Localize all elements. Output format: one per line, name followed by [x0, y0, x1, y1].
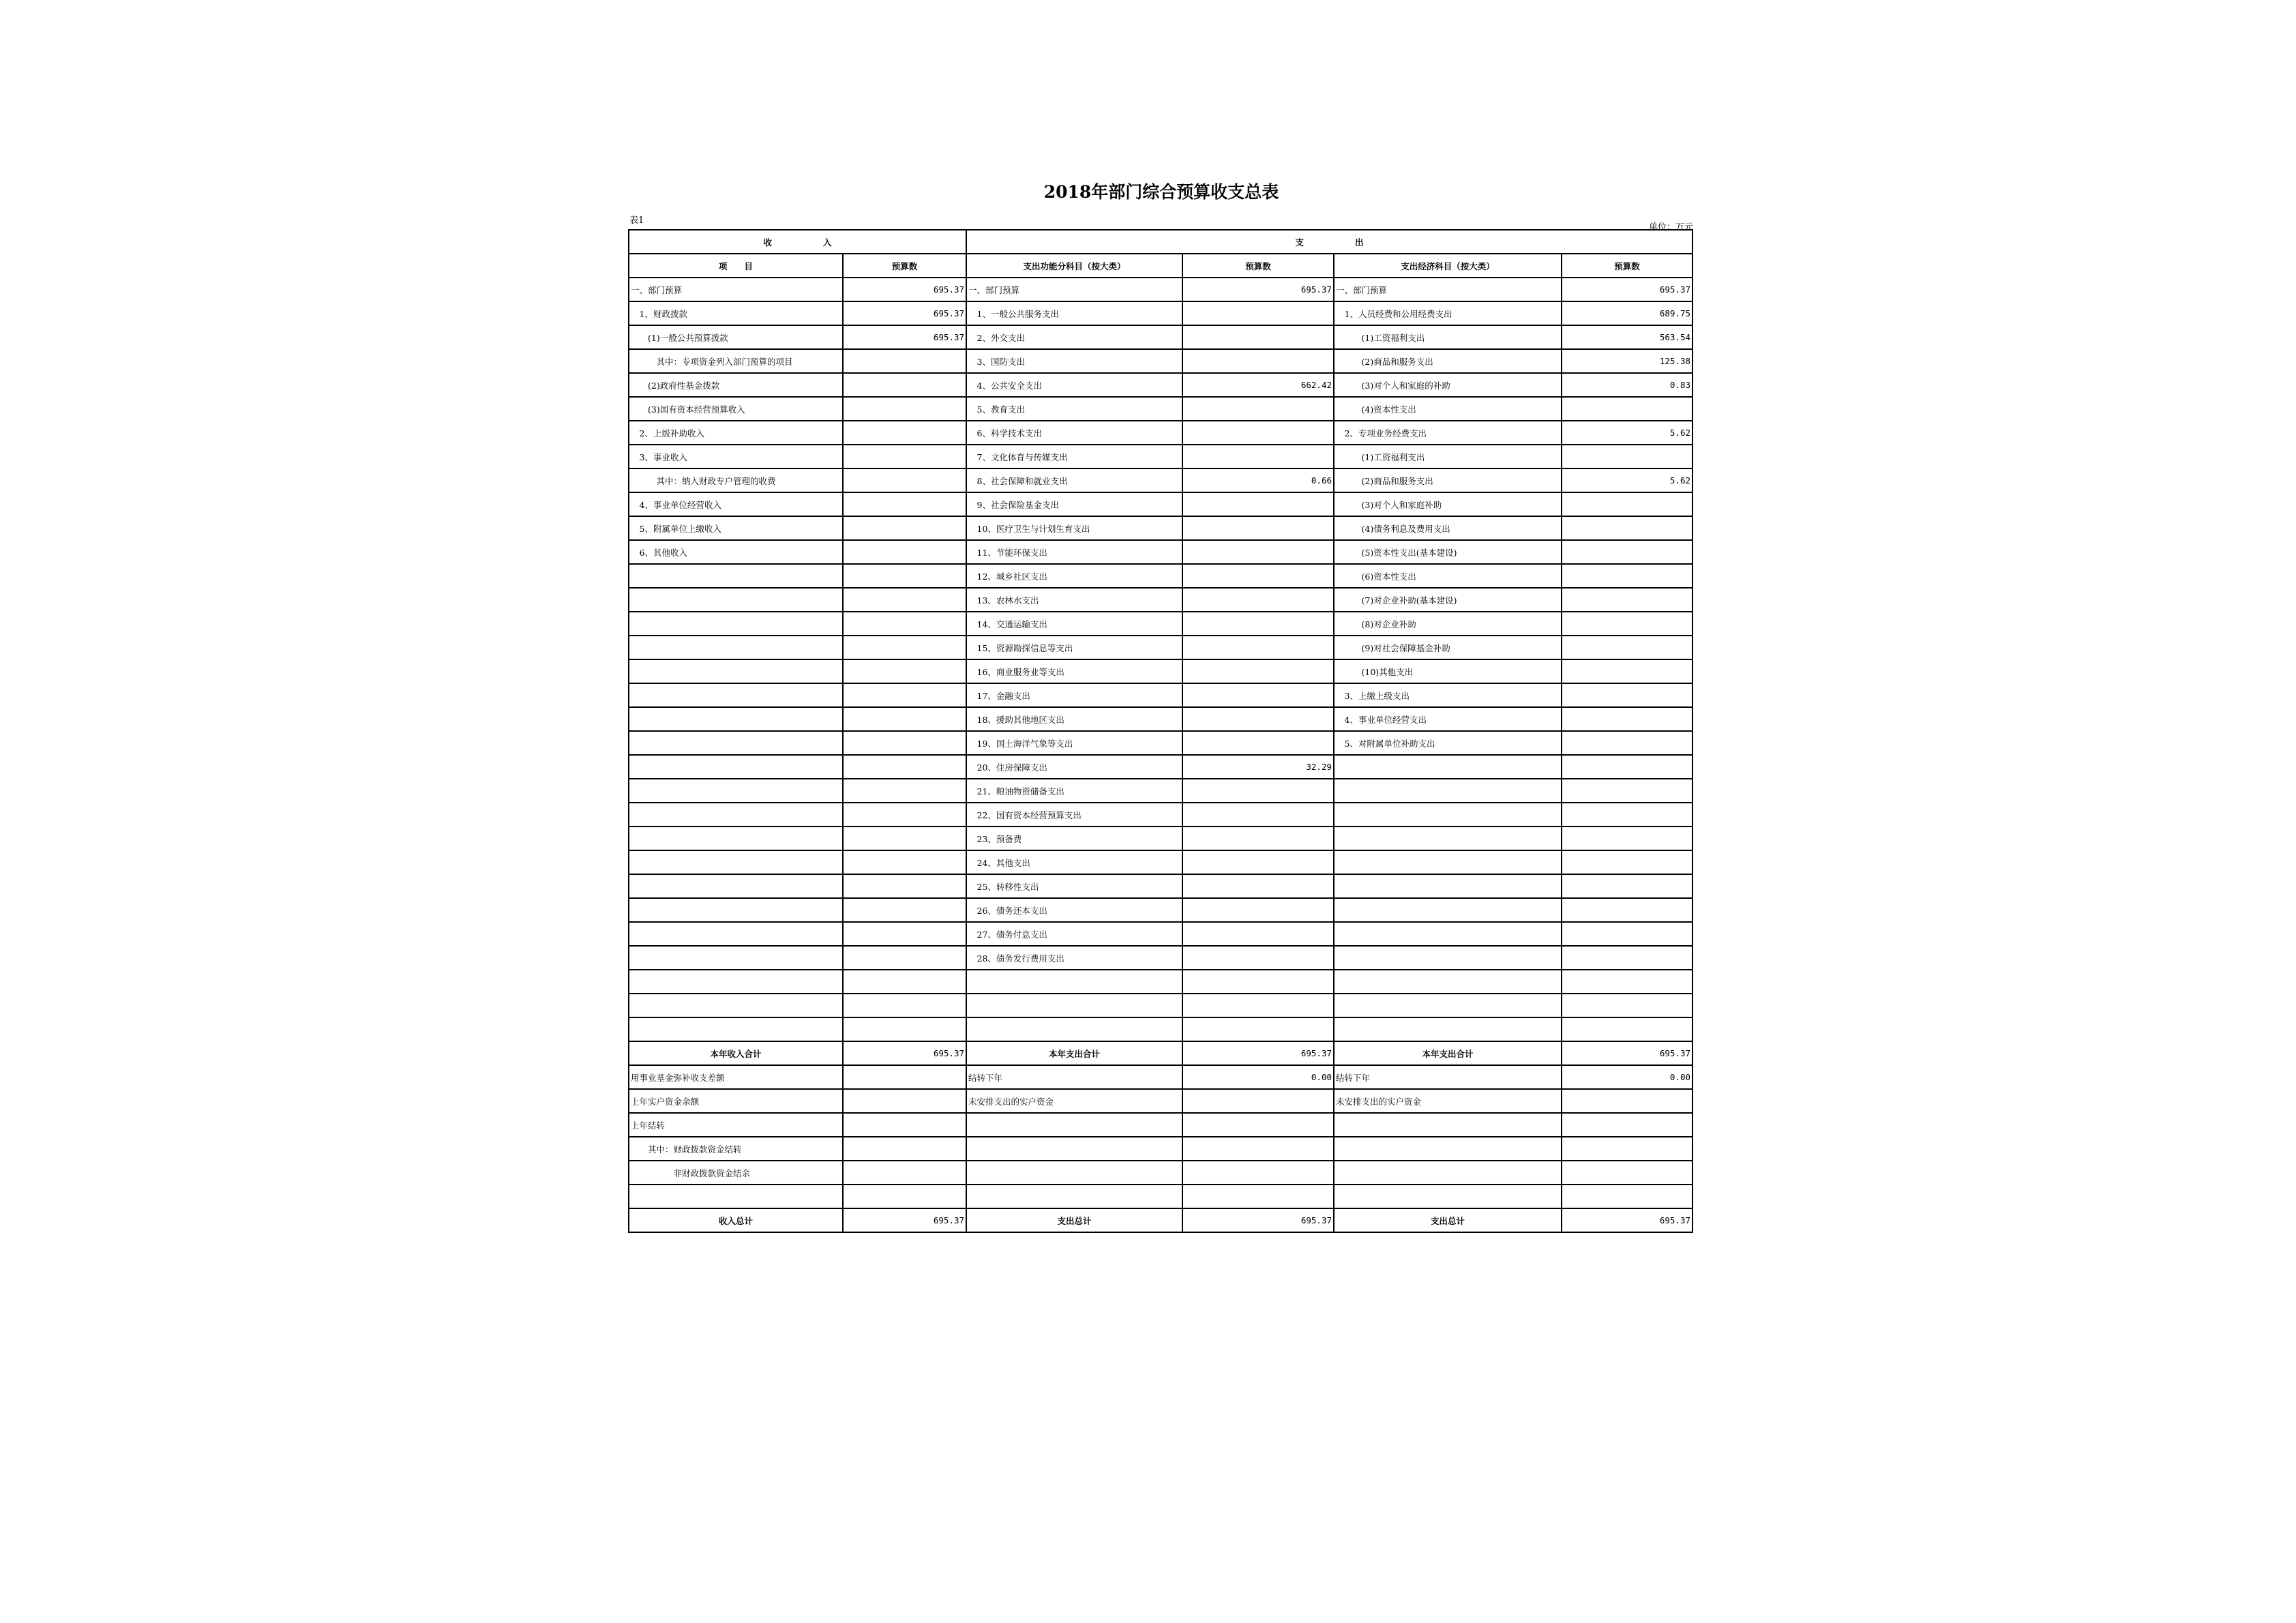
func-budget-cell — [1182, 994, 1334, 1017]
func-budget-cell: 0.00 — [1182, 1065, 1334, 1089]
econ-budget-cell: 125.38 — [1562, 349, 1693, 373]
income-budget-cell — [843, 564, 966, 588]
income-item-cell — [629, 922, 843, 946]
func-subject-cell: 8、社会保障和就业支出 — [966, 468, 1182, 492]
func-budget-cell — [1182, 683, 1334, 707]
econ-subject-cell: 1、人员经费和公用经费支出 — [1334, 301, 1562, 325]
econ-budget-cell: 5.62 — [1562, 421, 1693, 445]
econ-budget-cell — [1562, 922, 1693, 946]
table-row — [629, 707, 1693, 731]
income-budget-cell — [843, 1137, 966, 1161]
econ-subject-cell — [1334, 898, 1562, 922]
func-subject-cell — [966, 1017, 1182, 1041]
income-budget-cell — [843, 850, 966, 874]
func-subject-cell: 5、教育支出 — [966, 397, 1182, 421]
table-row — [629, 803, 1693, 827]
econ-budget-cell — [1562, 755, 1693, 779]
income-budget-cell — [843, 1113, 966, 1137]
income-item-total: 收入总计 — [629, 1208, 843, 1232]
econ-budget-cell: 0.00 — [1562, 1065, 1693, 1089]
income-item-cell: 5、附属单位上缴收入 — [629, 516, 843, 540]
func-subject-cell — [966, 1161, 1182, 1185]
table-row — [629, 1137, 1693, 1161]
table-row — [629, 779, 1693, 803]
func-subject-cell: 25、转移性支出 — [966, 874, 1182, 898]
econ-subject-total: 支出总计 — [1334, 1208, 1562, 1232]
income-item-cell — [629, 707, 843, 731]
econ-budget-cell: 0.83 — [1562, 373, 1693, 397]
income-item-cell — [629, 1017, 843, 1041]
econ-subject-cell: 未安排支出的实户资金 — [1334, 1089, 1562, 1113]
econ-budget-cell — [1562, 397, 1693, 421]
func-budget-cell: 32.29 — [1182, 755, 1334, 779]
income-budget-cell — [843, 946, 966, 970]
income-budget-cell: 695.37 — [843, 325, 966, 349]
func-subject-cell: 19、国土海洋气象等支出 — [966, 731, 1182, 755]
econ-budget-cell — [1562, 516, 1693, 540]
income-budget-cell — [843, 516, 966, 540]
func-budget-cell — [1182, 874, 1334, 898]
econ-subject-cell — [1334, 803, 1562, 827]
econ-budget-cell — [1562, 707, 1693, 731]
income-budget-cell — [843, 874, 966, 898]
econ-subject-cell: (1)工资福利支出 — [1334, 445, 1562, 468]
table-row — [629, 994, 1693, 1017]
income-item-cell: (3)国有资本经营预算收入 — [629, 397, 843, 421]
income-item-cell: 上年结转 — [629, 1113, 843, 1137]
econ-subject-cell — [1334, 850, 1562, 874]
income-item-cell — [629, 683, 843, 707]
income-budget-cell — [843, 803, 966, 827]
income-budget-subtotal: 695.37 — [843, 1041, 966, 1065]
func-budget-cell — [1182, 421, 1334, 445]
func-subject-subtotal: 本年支出合计 — [966, 1041, 1182, 1065]
func-subject-total: 支出总计 — [966, 1208, 1182, 1232]
econ-subject-cell: 4、事业单位经营支出 — [1334, 707, 1562, 731]
income-budget-cell — [843, 373, 966, 397]
table-row — [629, 1089, 1693, 1113]
econ-subject-cell: 5、对附属单位补助支出 — [1334, 731, 1562, 755]
econ-subject-cell: (2)商品和服务支出 — [1334, 349, 1562, 373]
income-budget-cell — [843, 731, 966, 755]
income-item-cell: 上年实户资金余额 — [629, 1089, 843, 1113]
econ-budget-cell — [1562, 803, 1693, 827]
table-row — [629, 468, 1693, 492]
income-item-cell — [629, 1185, 843, 1208]
econ-budget-cell — [1562, 445, 1693, 468]
func-budget-cell — [1182, 970, 1334, 994]
budget-table — [628, 229, 1693, 1233]
table-row — [629, 325, 1693, 349]
econ-budget-cell: 695.37 — [1562, 278, 1693, 301]
econ-subject-cell: (2)商品和服务支出 — [1334, 468, 1562, 492]
table-row — [629, 827, 1693, 850]
income-item-cell — [629, 612, 843, 636]
income-budget-cell — [843, 922, 966, 946]
econ-subject-cell: 一、部门预算 — [1334, 278, 1562, 301]
table-row — [629, 588, 1693, 612]
table-row — [629, 874, 1693, 898]
table-row — [629, 445, 1693, 468]
econ-subject-cell: (10)其他支出 — [1334, 659, 1562, 683]
income-budget-cell — [843, 707, 966, 731]
table-row — [629, 970, 1693, 994]
econ-subject-cell — [1334, 1137, 1562, 1161]
group-header-row — [629, 230, 1693, 254]
func-budget-cell — [1182, 492, 1334, 516]
func-budget-cell: 0.66 — [1182, 468, 1334, 492]
income-item-cell: 非财政拨款资金结余 — [629, 1161, 843, 1185]
econ-subject-cell — [1334, 779, 1562, 803]
func-subject-cell: 1、一般公共服务支出 — [966, 301, 1182, 325]
income-budget-cell — [843, 397, 966, 421]
econ-budget-cell — [1562, 850, 1693, 874]
income-item-cell — [629, 636, 843, 659]
func-subject-cell: 22、国有资本经营预算支出 — [966, 803, 1182, 827]
func-budget-cell — [1182, 1137, 1334, 1161]
func-subject-cell — [966, 994, 1182, 1017]
income-item-cell — [629, 564, 843, 588]
econ-budget-cell — [1562, 994, 1693, 1017]
income-budget-cell: 695.37 — [843, 278, 966, 301]
income-item-cell: 一、部门预算 — [629, 278, 843, 301]
func-budget-cell — [1182, 1161, 1334, 1185]
econ-subject-cell: (3)对个人和家庭的补助 — [1334, 373, 1562, 397]
table-row — [629, 659, 1693, 683]
income-budget-total: 695.37 — [843, 1208, 966, 1232]
col-header-func-subject: 支出功能分科目（按大类） — [966, 254, 1182, 278]
func-subject-cell: 28、债务发行费用支出 — [966, 946, 1182, 970]
func-budget-cell — [1182, 731, 1334, 755]
table-row — [629, 612, 1693, 636]
col-header-item: 项 目 — [629, 254, 843, 278]
econ-budget-cell — [1562, 898, 1693, 922]
income-item-cell — [629, 874, 843, 898]
income-item-cell: 其中：财政拨款资金结转 — [629, 1137, 843, 1161]
table-row — [629, 421, 1693, 445]
table-row — [629, 516, 1693, 540]
func-subject-cell: 2、外交支出 — [966, 325, 1182, 349]
func-subject-cell: 18、援助其他地区支出 — [966, 707, 1182, 731]
econ-subject-cell — [1334, 994, 1562, 1017]
income-item-cell — [629, 588, 843, 612]
income-item-cell: 2、上级补助收入 — [629, 421, 843, 445]
income-item-cell — [629, 731, 843, 755]
func-budget-cell — [1182, 636, 1334, 659]
income-item-cell: 其中：专项资金列入部门预算的项目 — [629, 349, 843, 373]
func-budget-cell — [1182, 1113, 1334, 1137]
income-budget-cell — [843, 683, 966, 707]
func-subject-cell: 3、国防支出 — [966, 349, 1182, 373]
func-subject-cell — [966, 970, 1182, 994]
econ-budget-cell: 5.62 — [1562, 468, 1693, 492]
income-group-header: 收 入 — [629, 230, 966, 254]
income-budget-cell — [843, 898, 966, 922]
column-header-row — [629, 254, 1693, 278]
income-budget-cell — [843, 468, 966, 492]
econ-budget-cell — [1562, 1113, 1693, 1137]
econ-subject-cell — [1334, 1161, 1562, 1185]
func-subject-cell: 12、城乡社区支出 — [966, 564, 1182, 588]
econ-subject-cell — [1334, 827, 1562, 850]
func-budget-cell — [1182, 1017, 1334, 1041]
income-budget-cell — [843, 970, 966, 994]
func-subject-cell: 27、债务付息支出 — [966, 922, 1182, 946]
econ-subject-cell — [1334, 1113, 1562, 1137]
econ-subject-subtotal: 本年支出合计 — [1334, 1041, 1562, 1065]
income-budget-cell — [843, 421, 966, 445]
func-budget-cell — [1182, 1089, 1334, 1113]
table-row — [629, 1065, 1693, 1089]
income-budget-cell: 695.37 — [843, 301, 966, 325]
table-row — [629, 564, 1693, 588]
income-item-cell: (1)一般公共预算拨款 — [629, 325, 843, 349]
econ-subject-cell — [1334, 1017, 1562, 1041]
table-row — [629, 1113, 1693, 1137]
econ-subject-cell: (6)资本性支出 — [1334, 564, 1562, 588]
income-budget-cell — [843, 1161, 966, 1185]
econ-subject-cell — [1334, 1185, 1562, 1208]
table-row — [629, 492, 1693, 516]
func-subject-cell: 23、预备费 — [966, 827, 1182, 850]
econ-budget-cell — [1562, 492, 1693, 516]
func-budget-total: 695.37 — [1182, 1208, 1334, 1232]
col-header-budget: 预算数 — [1182, 254, 1334, 278]
func-subject-cell: 一、部门预算 — [966, 278, 1182, 301]
table-row — [629, 683, 1693, 707]
econ-subject-cell: (3)对个人和家庭补助 — [1334, 492, 1562, 516]
income-item-cell — [629, 850, 843, 874]
func-budget-cell — [1182, 946, 1334, 970]
econ-budget-cell — [1562, 1137, 1693, 1161]
income-item-cell: 3、事业收入 — [629, 445, 843, 468]
func-budget-subtotal: 695.37 — [1182, 1041, 1334, 1065]
func-budget-cell — [1182, 397, 1334, 421]
func-budget-cell — [1182, 516, 1334, 540]
econ-subject-cell: (5)资本性支出(基本建设) — [1334, 540, 1562, 564]
table-row — [629, 731, 1693, 755]
econ-subject-cell — [1334, 970, 1562, 994]
func-subject-cell: 7、文化体育与传媒支出 — [966, 445, 1182, 468]
income-budget-cell — [843, 492, 966, 516]
func-subject-cell: 17、金融支出 — [966, 683, 1182, 707]
table-row — [629, 1185, 1693, 1208]
econ-subject-cell: (8)对企业补助 — [1334, 612, 1562, 636]
income-item-cell: 其中：纳入财政专户管理的收费 — [629, 468, 843, 492]
econ-subject-cell: 结转下年 — [1334, 1065, 1562, 1089]
income-item-cell: 6、其他收入 — [629, 540, 843, 564]
econ-budget-cell — [1562, 779, 1693, 803]
econ-budget-cell — [1562, 683, 1693, 707]
econ-budget-cell — [1562, 540, 1693, 564]
econ-budget-cell — [1562, 564, 1693, 588]
table-row — [629, 636, 1693, 659]
func-subject-cell: 13、农林水支出 — [966, 588, 1182, 612]
func-subject-cell: 24、其他支出 — [966, 850, 1182, 874]
econ-subject-cell: 3、上缴上级支出 — [1334, 683, 1562, 707]
table-row — [629, 850, 1693, 874]
unit-label: 单位：万元 — [1648, 222, 1693, 233]
econ-budget-cell — [1562, 731, 1693, 755]
econ-subject-cell: (7)对企业补助(基本建设) — [1334, 588, 1562, 612]
col-header-budget: 预算数 — [843, 254, 966, 278]
func-budget-cell — [1182, 588, 1334, 612]
func-budget-cell: 662.42 — [1182, 373, 1334, 397]
econ-budget-cell: 563.54 — [1562, 325, 1693, 349]
func-subject-cell — [966, 1137, 1182, 1161]
income-budget-cell — [843, 827, 966, 850]
econ-subject-cell — [1334, 874, 1562, 898]
func-subject-cell: 10、医疗卫生与计划生育支出 — [966, 516, 1182, 540]
table-row — [629, 373, 1693, 397]
income-item-cell — [629, 803, 843, 827]
income-item-cell — [629, 970, 843, 994]
econ-budget-cell — [1562, 636, 1693, 659]
income-item-cell — [629, 994, 843, 1017]
table-row — [629, 301, 1693, 325]
income-item-cell: 4、事业单位经营收入 — [629, 492, 843, 516]
table-row — [629, 898, 1693, 922]
func-budget-cell — [1182, 445, 1334, 468]
econ-budget-cell — [1562, 612, 1693, 636]
func-subject-cell: 14、交通运输支出 — [966, 612, 1182, 636]
econ-budget-cell — [1562, 1089, 1693, 1113]
econ-budget-cell — [1562, 970, 1693, 994]
table-row — [629, 1161, 1693, 1185]
econ-budget-cell — [1562, 874, 1693, 898]
econ-budget-cell — [1562, 1017, 1693, 1041]
econ-budget-subtotal: 695.37 — [1562, 1041, 1693, 1065]
econ-subject-cell: 2、专项业务经费支出 — [1334, 421, 1562, 445]
func-budget-cell — [1182, 779, 1334, 803]
econ-subject-cell: (9)对社会保障基金补助 — [1334, 636, 1562, 659]
col-header-econ-subject: 支出经济科目（按大类） — [1334, 254, 1562, 278]
func-subject-cell: 结转下年 — [966, 1065, 1182, 1089]
func-subject-cell: 11、节能环保支出 — [966, 540, 1182, 564]
econ-budget-cell — [1562, 588, 1693, 612]
subtotal-row — [629, 1041, 1693, 1065]
econ-budget-cell — [1562, 1161, 1693, 1185]
table-row — [629, 946, 1693, 970]
func-subject-cell: 未安排支出的实户资金 — [966, 1089, 1182, 1113]
expense-group-header: 支 出 — [966, 230, 1693, 254]
income-budget-cell — [843, 779, 966, 803]
income-item-cell: (2)政府性基金拨款 — [629, 373, 843, 397]
func-subject-cell — [966, 1185, 1182, 1208]
func-budget-cell — [1182, 803, 1334, 827]
budget-sheet — [628, 179, 1695, 1233]
func-subject-cell: 6、科学技术支出 — [966, 421, 1182, 445]
table-number: 表1 — [629, 215, 644, 226]
func-budget-cell — [1182, 540, 1334, 564]
econ-subject-cell — [1334, 755, 1562, 779]
table-row — [629, 397, 1693, 421]
func-budget-cell — [1182, 707, 1334, 731]
income-budget-cell — [843, 349, 966, 373]
econ-budget-cell — [1562, 827, 1693, 850]
income-item-cell: 用事业基金弥补收支差额 — [629, 1065, 843, 1089]
income-budget-cell — [843, 755, 966, 779]
income-item-cell — [629, 779, 843, 803]
table-row — [629, 349, 1693, 373]
func-subject-cell — [966, 1113, 1182, 1137]
table-row — [629, 755, 1693, 779]
func-budget-cell — [1182, 659, 1334, 683]
func-budget-cell — [1182, 612, 1334, 636]
table-row — [629, 540, 1693, 564]
func-subject-cell: 20、住房保障支出 — [966, 755, 1182, 779]
func-budget-cell — [1182, 850, 1334, 874]
income-budget-cell — [843, 1017, 966, 1041]
income-budget-cell — [843, 540, 966, 564]
econ-budget-cell — [1562, 1185, 1693, 1208]
func-budget-cell: 695.37 — [1182, 278, 1334, 301]
econ-subject-cell — [1334, 946, 1562, 970]
econ-budget-total: 695.37 — [1562, 1208, 1693, 1232]
func-budget-cell — [1182, 325, 1334, 349]
func-budget-cell — [1182, 564, 1334, 588]
table-row — [629, 922, 1693, 946]
table-meta — [628, 209, 1695, 233]
func-budget-cell — [1182, 349, 1334, 373]
func-subject-cell: 4、公共安全支出 — [966, 373, 1182, 397]
total-row — [629, 1208, 1693, 1232]
table-row — [629, 1017, 1693, 1041]
income-budget-cell — [843, 1065, 966, 1089]
income-budget-cell — [843, 994, 966, 1017]
income-item-cell — [629, 755, 843, 779]
func-subject-cell: 15、资源勘探信息等支出 — [966, 636, 1182, 659]
econ-subject-cell — [1334, 922, 1562, 946]
income-budget-cell — [843, 588, 966, 612]
func-budget-cell — [1182, 301, 1334, 325]
func-budget-cell — [1182, 922, 1334, 946]
income-item-cell — [629, 827, 843, 850]
func-budget-cell — [1182, 898, 1334, 922]
income-item-subtotal: 本年收入合计 — [629, 1041, 843, 1065]
func-budget-cell — [1182, 827, 1334, 850]
income-budget-cell — [843, 1185, 966, 1208]
income-item-cell — [629, 898, 843, 922]
func-subject-cell: 26、债务还本支出 — [966, 898, 1182, 922]
econ-subject-cell: (4)资本性支出 — [1334, 397, 1562, 421]
econ-budget-cell: 689.75 — [1562, 301, 1693, 325]
func-subject-cell: 16、商业服务业等支出 — [966, 659, 1182, 683]
income-item-cell — [629, 659, 843, 683]
col-header-budget: 预算数 — [1562, 254, 1693, 278]
table-row — [629, 278, 1693, 301]
income-budget-cell — [843, 1089, 966, 1113]
income-budget-cell — [843, 445, 966, 468]
econ-subject-cell: (1)工资福利支出 — [1334, 325, 1562, 349]
econ-subject-cell: (4)债务利息及费用支出 — [1334, 516, 1562, 540]
income-budget-cell — [843, 659, 966, 683]
func-subject-cell: 9、社会保险基金支出 — [966, 492, 1182, 516]
income-item-cell — [629, 946, 843, 970]
page-title: 2018年部门综合预算收支总表 — [1043, 182, 1279, 202]
func-budget-cell — [1182, 1185, 1334, 1208]
econ-budget-cell — [1562, 659, 1693, 683]
income-item-cell: 1、财政拨款 — [629, 301, 843, 325]
econ-budget-cell — [1562, 946, 1693, 970]
func-subject-cell: 21、粮油物资储备支出 — [966, 779, 1182, 803]
income-budget-cell — [843, 636, 966, 659]
income-budget-cell — [843, 612, 966, 636]
